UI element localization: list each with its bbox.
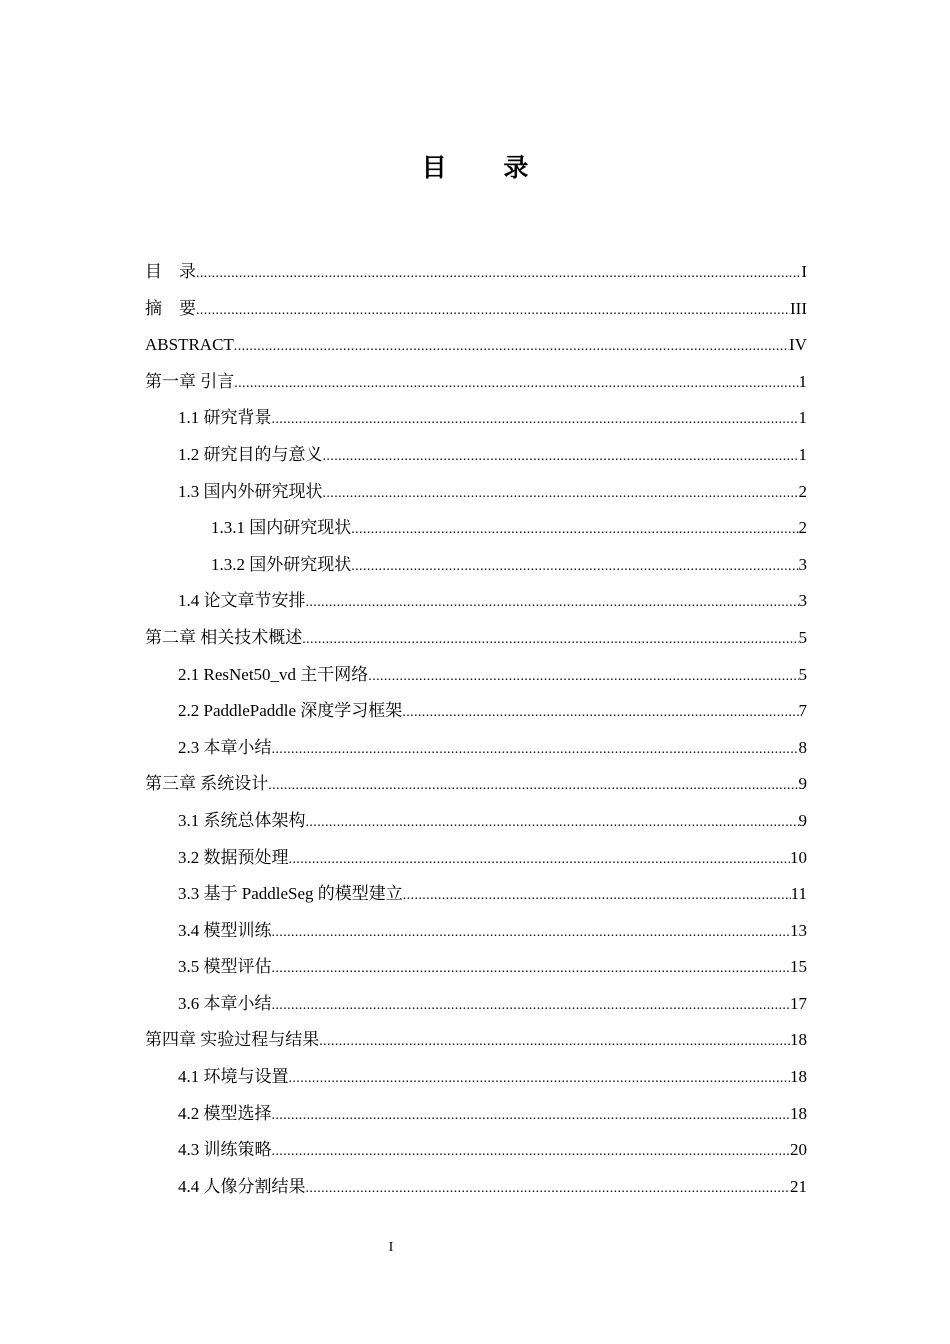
toc-entry[interactable] <box>145 986 807 1023</box>
toc-entry[interactable] <box>145 730 807 767</box>
toc-entry-label: 1.1 研究背景 <box>178 408 272 428</box>
toc-entry-page-number: 10 <box>790 847 807 867</box>
toc-dot-leader <box>272 732 799 769</box>
toc-entry-page-number: 9 <box>798 810 807 830</box>
toc-entry[interactable] <box>145 1169 807 1206</box>
toc-entry[interactable] <box>145 949 807 986</box>
toc-entry[interactable] <box>145 291 807 328</box>
toc-entry[interactable] <box>145 657 807 694</box>
toc-dot-leader <box>289 842 791 879</box>
toc-entry-label: 1.3 国内外研究现状 <box>178 481 323 501</box>
toc-entry-label: 1.3.1 国内研究现状 <box>211 518 352 538</box>
toc-entry[interactable] <box>145 327 807 364</box>
toc-entry-label: 4.1 环境与设置 <box>178 1067 289 1087</box>
toc-entry-label: 第一章 引言 <box>145 371 235 391</box>
toc-entry-page-number: 2 <box>798 518 807 538</box>
toc-entry-page-number: 20 <box>790 1140 807 1160</box>
toc-entry[interactable] <box>145 840 807 877</box>
toc-dot-leader <box>368 659 798 696</box>
toc-entry-label: 1.4 论文章节安排 <box>178 591 306 611</box>
toc-dot-leader <box>306 805 799 842</box>
toc-entry-page-number: 1 <box>798 408 807 428</box>
toc-entry-page-number: 18 <box>790 1030 807 1050</box>
toc-entry[interactable] <box>145 364 807 401</box>
toc-entry[interactable] <box>145 437 807 474</box>
toc-entry-page-number: 5 <box>798 627 807 647</box>
table-of-contents <box>145 254 807 1205</box>
toc-entry-label: 4.2 模型选择 <box>178 1103 272 1123</box>
toc-dot-leader <box>272 951 791 988</box>
toc-entry-label: 1.3.2 国外研究现状 <box>211 554 352 574</box>
toc-entry-label: 第二章 相关技术概述 <box>145 627 303 647</box>
toc-entry-page-number: 3 <box>798 591 807 611</box>
toc-dot-leader <box>306 585 799 622</box>
toc-dot-leader <box>289 1061 791 1098</box>
toc-entry-label: 2.3 本章小结 <box>178 737 272 757</box>
toc-dot-leader <box>234 366 798 403</box>
toc-entry-label: 第三章 系统设计 <box>145 774 269 794</box>
toc-entry-page-number: 18 <box>790 1103 807 1123</box>
toc-entry-page-number: 15 <box>790 957 807 977</box>
toc-entry-page-number: 1 <box>798 444 807 464</box>
toc-dot-leader <box>272 402 799 439</box>
toc-entry-label: 3.3 基于 PaddleSeg 的模型建立 <box>178 884 403 904</box>
toc-entry-page-number: 21 <box>790 1176 807 1196</box>
toc-entry-label: 摘 要 <box>145 298 196 318</box>
toc-entry[interactable] <box>145 620 807 657</box>
toc-dot-leader <box>351 549 798 586</box>
toc-entry-page-number: I <box>801 262 807 281</box>
toc-entry[interactable] <box>145 1022 807 1059</box>
toc-dot-leader <box>268 768 798 805</box>
toc-entry[interactable] <box>145 876 807 913</box>
toc-dot-leader <box>196 256 801 293</box>
toc-entry-page-number: 9 <box>798 774 807 794</box>
toc-entry-label: 目 录 <box>145 262 196 281</box>
toc-dot-leader <box>196 293 790 330</box>
toc-entry-label: 3.6 本章小结 <box>178 993 272 1013</box>
toc-dot-leader <box>306 1171 791 1208</box>
toc-entry-page-number: 7 <box>798 701 807 721</box>
toc-dot-leader <box>272 915 791 952</box>
toc-entry-label: ABSTRACT <box>145 335 234 355</box>
toc-entry-label: 3.4 模型训练 <box>178 920 272 940</box>
toc-entry-page-number: 3 <box>798 554 807 574</box>
toc-entry-label: 4.4 人像分割结果 <box>178 1176 306 1196</box>
toc-dot-leader <box>323 439 799 476</box>
toc-dot-leader <box>234 329 789 366</box>
toc-entry-page-number: 17 <box>790 993 807 1013</box>
toc-entry[interactable] <box>145 803 807 840</box>
toc-entry-page-number: 18 <box>790 1067 807 1087</box>
toc-entry[interactable] <box>145 1059 807 1096</box>
toc-entry[interactable] <box>145 1132 807 1169</box>
toc-entry[interactable] <box>145 254 807 291</box>
toc-entry[interactable] <box>145 693 807 730</box>
toc-entry-page-number: 8 <box>798 737 807 757</box>
toc-dot-leader <box>351 512 798 549</box>
toc-dot-leader <box>403 878 791 915</box>
toc-entry[interactable] <box>145 1096 807 1133</box>
toc-entry-page-number: 11 <box>790 884 807 904</box>
toc-entry[interactable] <box>145 474 807 511</box>
toc-dot-leader <box>323 476 799 513</box>
toc-entry-label: 1.2 研究目的与意义 <box>178 444 323 464</box>
toc-entry[interactable] <box>145 583 807 620</box>
toc-dot-leader <box>272 1134 791 1171</box>
toc-entry[interactable] <box>145 766 807 803</box>
toc-entry-page-number: 13 <box>790 920 807 940</box>
toc-entry[interactable] <box>145 510 807 547</box>
toc-entry-label: 2.1 ResNet50_vd 主干网络 <box>178 664 369 684</box>
toc-entry-label: 2.2 PaddlePaddle 深度学习框架 <box>178 701 403 721</box>
toc-dot-leader <box>402 695 798 732</box>
toc-dot-leader <box>319 1024 790 1061</box>
page-number-footer: I <box>388 1240 394 1255</box>
toc-entry-page-number: 5 <box>798 664 807 684</box>
toc-entry-label: 第四章 实验过程与结果 <box>145 1030 320 1050</box>
toc-dot-leader <box>302 622 798 659</box>
toc-entry[interactable] <box>145 400 807 437</box>
toc-entry-page-number: IV <box>789 335 807 355</box>
toc-entry-page-number: 1 <box>798 371 807 391</box>
toc-entry-label: 3.2 数据预处理 <box>178 847 289 867</box>
toc-dot-leader <box>272 988 791 1025</box>
toc-entry-label: 3.5 模型评估 <box>178 957 272 977</box>
toc-entry-page-number: 2 <box>798 481 807 501</box>
toc-dot-leader <box>272 1098 791 1135</box>
toc-entry-label: 4.3 训练策略 <box>178 1140 272 1160</box>
toc-entry[interactable] <box>145 913 807 950</box>
toc-entry-page-number: III <box>790 298 807 318</box>
page-title: 目 录 <box>421 153 553 182</box>
toc-entry[interactable] <box>145 547 807 584</box>
toc-entry-label: 3.1 系统总体架构 <box>178 810 306 830</box>
